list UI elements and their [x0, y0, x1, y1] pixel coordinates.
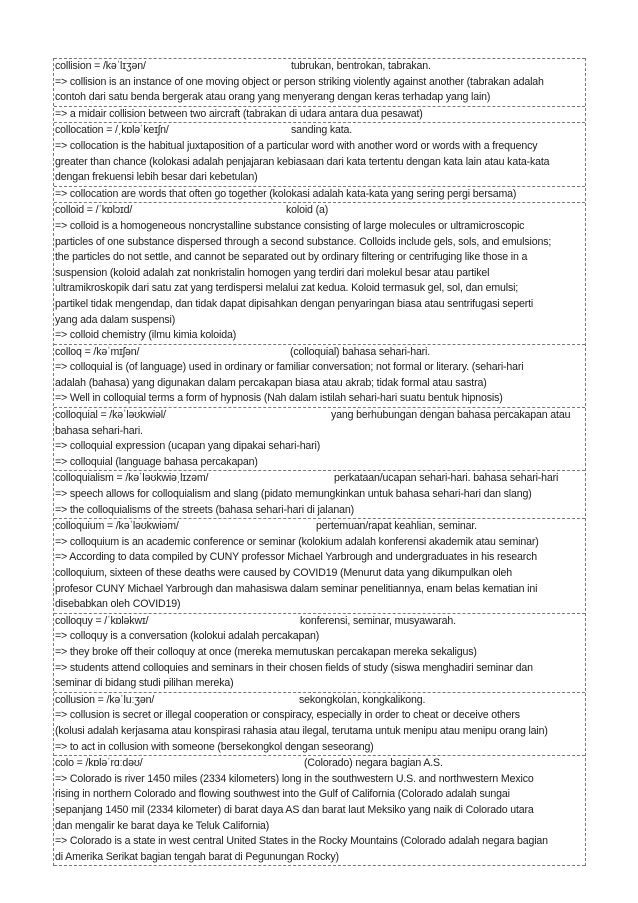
dictionary-document: [53, 58, 586, 866]
dictionary-entry: [54, 407, 585, 470]
entry-line: di Amerika Serikat bagian tengah barat di Pegunungan Rocky): [55, 850, 339, 863]
headword: collision = /kəˈlɪʒən/: [55, 60, 146, 72]
dictionary-entry: [54, 202, 585, 343]
dictionary-entry: [54, 518, 585, 613]
translation: sekongkolan, kongkalikong.: [299, 693, 426, 706]
entry-line: => colloquial (language bahasa percakapan): [55, 455, 258, 468]
entry-line: => to act in collusion with someone (bersekongkol dengan seseorang): [55, 740, 374, 753]
translation: pertemuan/rapat keahlian, seminar.: [316, 520, 477, 533]
entry-line: => According to data compiled by CUNY professor Michael Yarbrough and undergraduates in his research: [55, 551, 538, 564]
headword: collocation = /ˌkɒləˈkeɪʃn/: [55, 124, 169, 137]
translation: tubrukan, bentrokan, tabrakan.: [291, 60, 431, 72]
entry-line: partikel tidak mengendap, dan tidak dapat dipisahkan dengan penyaringan biasa atau sentrifugasi seperti: [55, 297, 534, 310]
entry-line: => Colorado is a state in west central United States in the Rocky Mountains (Colorado adalah negara bagian: [55, 835, 548, 848]
entry-line: => colloquial is (of language) used in ordinary or familiar conversation; not formal or literary. (sehari-hari: [55, 361, 524, 374]
entry-line: particles of one substance dispersed through a second substance. Colloids include gels, sols, and emulsions;: [55, 235, 552, 248]
translation: sanding kata.: [291, 124, 353, 137]
entry-line: => colloid is a homogeneous noncrystalline substance consisting of large molecules or ultramicroscopic: [55, 219, 525, 232]
entry-header: [54, 345, 585, 361]
entry-line: the particles do not settle, and cannot be separated out by ordinary filtering or centrifuging like those in a: [55, 251, 528, 264]
headword: colloquial = /kəˈləʊkwiəl/: [55, 409, 166, 422]
dictionary-entry: [54, 755, 585, 866]
entry-line: profesor CUNY Michael Yarbrough dan mahasiswa dalam seminar penelitiannya, enam belas kematian ini: [55, 582, 538, 595]
entry-line: => colloquy is a conversation (kolokui adalah percakapan): [55, 630, 320, 643]
headword: colloquialism = /kəˈləʊkwiəˌlɪzəm/: [55, 472, 209, 485]
entry-line: => colloquium is an academic conference or seminar (kolokium adalah konferensi akademik atau seminar): [55, 535, 539, 548]
entry-line: ultramikroskopik dari satu zat yang terdispersi melalui zat kedua. Koloid termasuk gel, sol, dan emulsi;: [55, 282, 519, 295]
entry-line: suspension (koloid adalah zat nonkristalin homogen yang terdiri dari molekul besar atau partikel: [55, 266, 490, 279]
translation: yang berhubungan dengan bahasa percakapan atau: [331, 409, 571, 422]
entry-line: => a midair collision between two aircraft (tabrakan di udara antara dua pesawat): [55, 107, 423, 120]
entry-line: => colloid chemistry (ilmu kimia koloida): [55, 329, 237, 342]
entry-line: yang ada dalam suspensi): [55, 313, 176, 326]
dictionary-entry: [54, 470, 585, 518]
headword: colloquium = /kəˈləʊkwiəm/: [55, 520, 179, 533]
entry-header: [54, 614, 585, 630]
translation: (Colorado) negara bagian A.S.: [304, 757, 443, 770]
entry-line: => they broke off their colloquy at once (mereka memutuskan percakapan mereka sekaligus): [55, 645, 477, 658]
entry-line: => speech allows for colloquialism and slang (pidato memungkinkan untuk bahasa sehari-hari dan slang): [55, 488, 532, 501]
entry-line: contoh dari satu benda bergerak atau orang yang menyerang dengan keras terhadap yang lain): [54, 90, 585, 107]
entry-line: seminar di bidang studi pilihan mereka): [55, 677, 234, 690]
translation: perkataan/ucapan sehari-hari. bahasa sehari-hari: [334, 472, 559, 485]
entry-header: [54, 693, 585, 709]
entry-line: greater than chance (kolokasi adalah penjajaran kebiasaan dari kata tertentu dengan kata lain atau kata-kata: [55, 155, 550, 168]
headword: colloquy = /ˈkɒləkwɪ/: [55, 614, 149, 627]
translation: koloid (a): [286, 204, 329, 217]
translation: (colloquial) bahasa sehari-hari.: [290, 345, 431, 358]
entry-line: => collision is an instance of one moving object or person striking violently against another (tabrakan adalah: [55, 75, 544, 88]
entry-line: adalah (bahasa) yang digunakan dalam percakapan biasa atau akrab; tidak formal atau sastra): [55, 376, 487, 389]
entry-line: => collocation are words that often go together (kolokasi adalah kata-kata yang sering pergi bersama): [55, 187, 517, 200]
entry-header: [54, 471, 585, 487]
dictionary-entry: [54, 613, 585, 692]
entry-line: => collocation is the habitual juxtaposition of a particular word with another word or words with a frequency: [55, 139, 538, 152]
dictionary-entry: [54, 122, 585, 202]
entry-line: disebabkan oleh COVID19): [55, 598, 181, 611]
dictionary-entry: [54, 692, 585, 755]
entry-line: => students attend colloquies and seminars in their chosen fields of study (siswa menghadiri seminar dan: [55, 661, 533, 674]
entry-line: => Colorado is river 1450 miles (2334 kilometers) long in the southwestern U.S. and northwestern Mexico: [55, 772, 534, 785]
entry-header: [54, 408, 585, 424]
entry-line: (kolusi adalah kerjasama atau konspirasi rahasia atau ilegal, terutama untuk menipu atau menipu orang lain): [55, 724, 548, 737]
headword: colloq = /kəˈmɪʃən/: [55, 345, 140, 358]
translation: konferensi, seminar, musyawarah.: [300, 614, 456, 627]
entry-line: rising in northern Colorado and flowing southwest into the Gulf of California (Colorado adalah sungai: [55, 788, 510, 801]
entry-header: [54, 519, 585, 535]
entry-line: => the colloquialisms of the streets (bahasa sehari-hari di jalanan): [55, 503, 354, 516]
entry-line: => collusion is secret or illegal cooperation or conspiracy, especially in order to cheat or deceive others: [55, 709, 520, 722]
headword: colo = /kɒləˈrɑːdəʊ/: [55, 757, 143, 770]
entry-line: dengan frekuensi lebih besar dari kebetulan): [54, 170, 585, 187]
dictionary-entry: [54, 58, 585, 122]
entry-line: => colloquial expression (ucapan yang dipakai sehari-hari): [55, 440, 321, 453]
entry-header: [54, 59, 585, 75]
entry-line: bahasa sehari-hari.: [55, 424, 143, 437]
entry-header: [54, 123, 585, 139]
entry-header: [54, 756, 585, 772]
entry-header: [54, 203, 585, 219]
headword: colloid = /ˈkɒlɔɪd/: [55, 204, 133, 217]
entry-line: dan mengalir ke barat daya ke Teluk California): [55, 819, 270, 832]
headword: collusion = /kəˈluːʒən/: [55, 693, 155, 706]
entry-line: sepanjang 1450 mil (2334 kilometer) di barat daya AS dan barat laut Meksiko yang naik di Colorado utara: [55, 803, 534, 816]
dictionary-entry: [54, 344, 585, 407]
entry-line: colloquium, sixteen of these deaths were caused by COVID19 (Menurut data yang dikumpulkan oleh: [55, 567, 513, 579]
entry-line: => Well in colloquial terms a form of hypnosis (Nah dalam istilah sehari-hari suatu bentuk hipnosis): [55, 392, 503, 405]
